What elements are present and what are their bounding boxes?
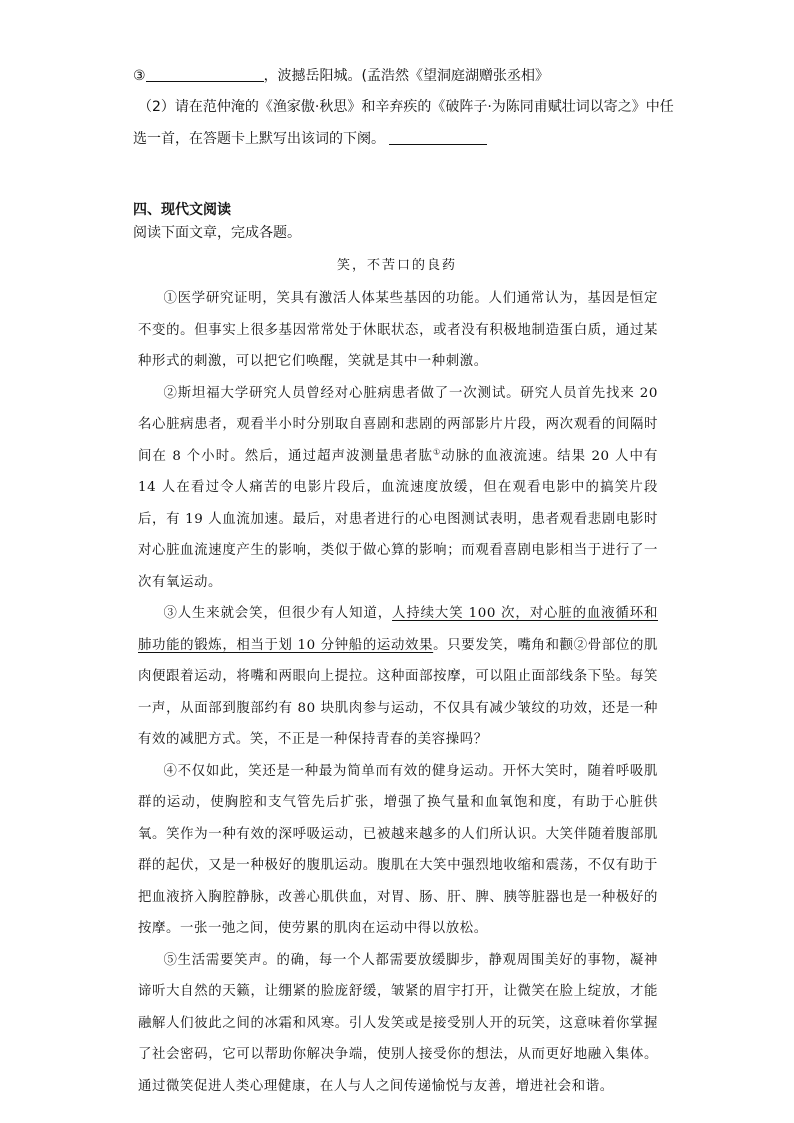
poem-fill-text: ，波撼岳阳城。(孟浩然《望洞庭湖赠张丞相》 (263, 68, 550, 84)
question-2-line-2 (133, 129, 487, 149)
article-title: 笑，不苦口的良药 (336, 258, 457, 273)
paragraph-1: ①医学研究证明，笑具有激活人体某些基因的功能。人们通常认为，基因是恒定不变的。但事实上很多基因常常处于休眠状态，或者没有积极地制造蛋白质，通过某种形式的刺激，可以把它们唤醒，笑就是其中一种刺激。 (138, 291, 658, 369)
article-body (138, 283, 658, 1102)
poem-fill-line (133, 66, 549, 86)
paragraph-4: ④不仅如此，笑还是一种最为简单而有效的健身运动。开怀大笑时，随着呼吸肌群的运动，使胸腔和支气管先后扩张，增强了换气量和血氧饱和度，有助于心脏供氧。笑作为一种有效的深呼吸运动，已被越来越多的人们所认识。大笑伴随着腹部肌群的起伏，又是一种极好的腹肌运动。腹肌在大笑中强烈地收缩和震荡，不仅有助于把血液挤入胸腔静脉，改善心肌供血，对胃、肠、肝、脾、胰等脏器也是一种极好的按摩。一张一弛之间，使劳累的肌肉在运动中得以放松。 (138, 763, 658, 936)
section-heading: 四、现代文阅读 (133, 202, 231, 218)
question-2-line-1: （2）请在范仲淹的《渔家傲·秋思》和辛弃疾的《破阵子·为陈同甫赋壮词以寄之》中任 (138, 99, 674, 115)
paragraph-2-part-a: ②斯坦福大学研究人员曾经对心脏病患者做了一次测试。研究人员首先找来 20 名心脏病患者，观看半小时分别取自喜剧和悲剧的两部影片片段，两次观看的间隔时间在 8 个小时。然后，通过超声波测量患者肱 (138, 385, 658, 464)
footnote-marker: ① (433, 447, 442, 457)
section-instruction: 阅读下面文章，完成各题。 (133, 225, 301, 241)
paragraph-3-part-b: 。只要发笑，嘴角和颧②骨部位的肌肉便跟着运动，将嘴和两眼向上提拉。这种面部按摩，可以阻止面部线条下坠。每笑一声，从面部到腹部约有 80 块肌肉参与运动，不仅具有减少皱纹的功效，还是一种有效的减肥方式。笑，不正是一种保持青春的美容操吗？ (138, 637, 658, 747)
answer-blank-question-2[interactable] (389, 130, 487, 145)
paragraph-3-part-a: ③人生来就会笑，但很少有人知道， (163, 606, 393, 621)
paragraph-2 (138, 378, 658, 599)
paragraph-2-part-b: 动脉的血液流速。结果 20 人中有 14 人在看过令人痛苦的电影片段后，血流速度放缓，但在观看电影中的搞笑片段后，有 19 人血流加速。最后，对患者进行的心电图测试表明，患者观看悲剧电影时对心脏血流速度产生的影响，类似于做心算的影响；而观看喜剧电影相当于进行了一次有氧运动。 (138, 448, 658, 590)
underlined-sentence: 人持续大笑 100 次，对心脏的血液循环和肺功能的锻炼，相当于划 10 分钟船的运动效果 (138, 606, 658, 653)
question-marker: ③ (133, 68, 146, 84)
paragraph-3 (138, 598, 658, 756)
answer-blank-3[interactable] (146, 67, 264, 82)
paragraph-5: ⑤生活需要笑声。的确，每一个人都需要放缓脚步，静观周围美好的事物，凝神谛听大自然的天籁，让绷紧的脸庞舒缓，皱紧的眉宇打开，让微笑在脸上绽放，才能融解人们彼此之间的冰霜和风寒。引人发笑或是接受别人开的玩笑，这意味着你掌握了社会密码，它可以帮助你解决争端，使别人接受你的想法，从而更好地融入集体。通过微笑促进人类心理健康，在人与人之间传递愉悦与友善，增进社会和谐。 (138, 952, 658, 1094)
question-2-text: 选一首，在答题卡上默写出该词的下阕。 (133, 131, 385, 147)
